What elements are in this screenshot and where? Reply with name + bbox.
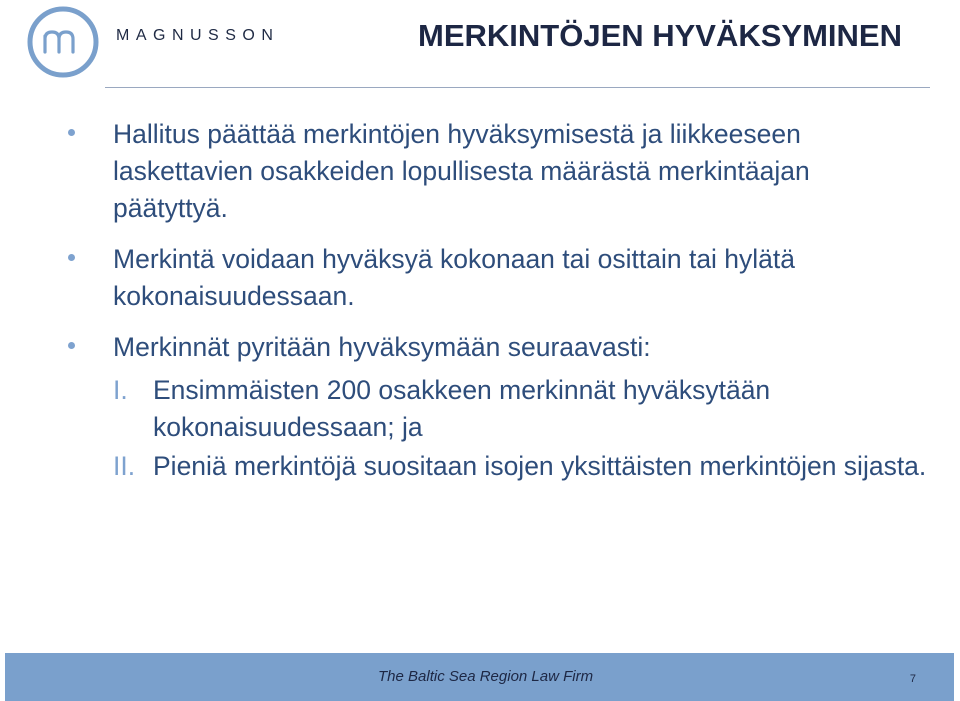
- bullet-item: [68, 329, 928, 366]
- item-text: Ensimmäisten 200 osakkeen merkinnät hyväksytään kokonaisuudessaan; ja: [153, 375, 771, 442]
- header-divider: [105, 87, 930, 88]
- brand-name: MAGNUSSON: [116, 27, 280, 44]
- item-text: Pieniä merkintöjä suositaan isojen yksittäisten merkintöjen sijasta.: [153, 451, 927, 481]
- page-number: 7: [909, 673, 916, 685]
- bullet-item: [68, 241, 928, 315]
- bullet-dot-icon: [68, 129, 75, 136]
- item-number: II.: [113, 451, 136, 481]
- item-number: I.: [113, 375, 128, 405]
- bullet-item: [68, 116, 928, 227]
- footer-bar: [5, 653, 954, 701]
- bullet-dot-icon: [68, 254, 75, 261]
- numbered-item: [113, 372, 928, 446]
- bullet-text: Hallitus päättää merkintöjen hyväksymisestä ja liikkeeseen laskettavien osakkeiden lopullisesta määrästä merkintäajan päätyttyä.: [113, 119, 810, 223]
- slide-title: MERKINTÖJEN HYVÄKSYMINEN: [418, 18, 902, 53]
- footer-tagline: The Baltic Sea Region Law Firm: [378, 668, 594, 685]
- magnusson-logo-icon: [27, 6, 99, 78]
- bullet-text: Merkinnät pyritään hyväksymään seuraavasti:: [113, 332, 651, 362]
- bullet-dot-icon: [68, 342, 75, 349]
- numbered-item: [113, 448, 928, 485]
- bullet-text: Merkintä voidaan hyväksyä kokonaan tai osittain tai hylätä kokonaisuudessaan.: [113, 244, 796, 311]
- slide-content: [68, 116, 928, 487]
- numbered-list: [68, 372, 928, 485]
